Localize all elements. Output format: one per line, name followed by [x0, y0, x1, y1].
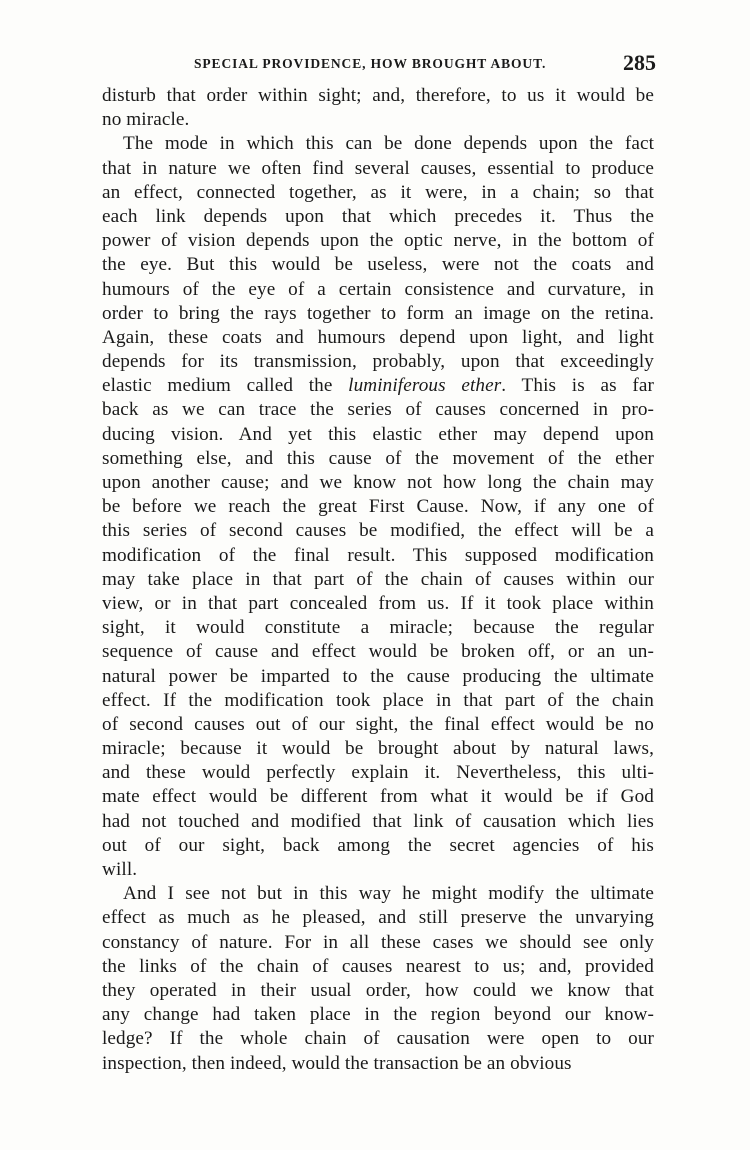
text-line: constancy of nature. For in all these cases we should see only — [102, 931, 654, 953]
text-line: this series of second causes be modified, the effect will be a — [102, 520, 654, 542]
text-line: disturb that order within sight; and, therefore, to us it would be — [102, 85, 654, 106]
text-line: ledge? If the whole chain of causation were open to our — [102, 1028, 654, 1050]
body-text — [102, 84, 654, 1076]
text-line: mate effect would be different from what it would be if God — [102, 786, 654, 808]
text-line: an effect, connected together, as it were, in a chain; so that — [102, 181, 654, 203]
text-line: And I see not but in this way he might modify the ultimate — [123, 883, 654, 905]
text-line: sequence of cause and effect would be broken off, or an un- — [102, 641, 654, 663]
italic-term: luminiferous ether — [348, 375, 502, 397]
text-line: and these would perfectly explain it. Nevertheless, this ulti- — [102, 762, 654, 784]
text-line: something else, and this cause of the movement of the ether — [102, 447, 654, 469]
text-line: the links of the chain of causes nearest to us; and, provided — [102, 955, 654, 977]
paragraph — [102, 132, 654, 882]
text-line: of second causes out of our sight, the final effect would be no — [102, 713, 654, 735]
text-line: humours of the eye of a certain consistence and curvature, in — [102, 278, 654, 300]
text-line: had not touched and modified that link of causation which lies — [102, 810, 654, 832]
text-line: upon another cause; and we know not how long the chain may — [102, 472, 654, 493]
text-line: view, or in that part concealed from us. If it took place within — [102, 592, 654, 614]
text-line: effect as much as he pleased, and still preserve the unvarying — [102, 907, 654, 929]
text-line: the eye. But this would be useless, were not the coats and — [102, 254, 654, 276]
page-header — [102, 50, 654, 84]
text-line: inspection, then indeed, would the transaction be an obvious — [102, 1052, 572, 1074]
page-number: 285 — [623, 50, 656, 75]
text-line: back as we can trace the series of causes concerned in pro- — [102, 399, 654, 421]
text-line: no miracle. — [102, 109, 190, 131]
text-line: ducing vision. And yet this elastic ether may depend upon — [102, 423, 654, 445]
paragraph — [102, 882, 654, 1076]
text-line: miracle; because it would be brought about by natural laws, — [102, 738, 654, 760]
book-page — [102, 50, 654, 1076]
paragraph — [102, 84, 654, 132]
text-line: out of our sight, back among the secret agencies of his — [102, 834, 654, 856]
text-line: that in nature we often find several causes, essential to produce — [102, 157, 654, 179]
text-line: natural power be imparted to the cause producing the ultimate — [102, 665, 654, 687]
text-line: elastic medium called the luminiferous ether. This is as far — [102, 375, 654, 397]
text-line: may take place in that part of the chain of causes within our — [102, 568, 654, 590]
text-line: any change had taken place in the region beyond our know- — [102, 1004, 654, 1026]
text-line: power of vision depends upon the optic nerve, in the bottom of — [102, 230, 654, 252]
text-line: modification of the final result. This supposed modification — [102, 544, 654, 566]
text-line: effect. If the modification took place in that part of the chain — [102, 689, 654, 711]
text-line: each link depends upon that which precedes it. Thus the — [102, 205, 654, 227]
text-line: order to bring the rays together to form an image on the retina. — [102, 302, 654, 324]
text-line: Again, these coats and humours depend upon light, and light — [102, 326, 654, 348]
text-line: be before we reach the great First Cause. Now, if any one of — [102, 496, 654, 518]
text-line: will. — [102, 859, 138, 880]
text-line: The mode in which this can be done depends upon the fact — [123, 133, 654, 155]
text-line: sight, it would constitute a miracle; because the regular — [102, 617, 654, 639]
text-line: they operated in their usual order, how could we know that — [102, 979, 654, 1001]
running-head: SPECIAL PROVIDENCE, HOW BROUGHT ABOUT. — [194, 56, 547, 71]
text-line: depends for its transmission, probably, upon that exceedingly — [102, 351, 654, 373]
